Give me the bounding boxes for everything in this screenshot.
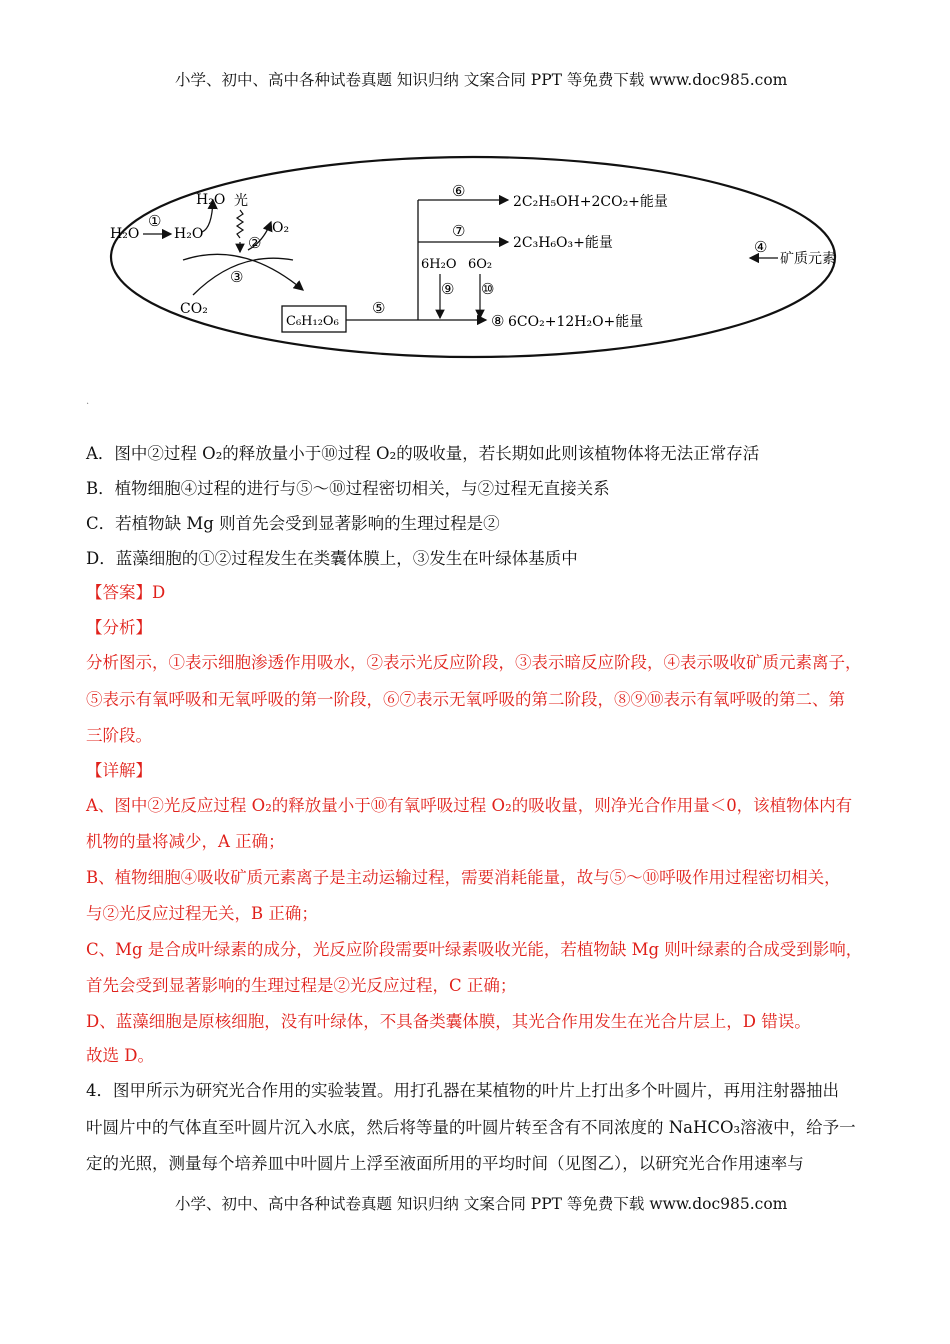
label-7: ⑦ [452, 222, 466, 240]
label-1: ① [148, 212, 162, 230]
question4-line: 定的光照，测量每个培养皿中叶圆片上浮至液面所用的平均时间（见图乙），以研究光合作用速率与 [86, 1154, 804, 1173]
analysis-line: 分析图示，①表示细胞渗透作用吸水，②表示光反应阶段，③表示暗反应阶段，④表示吸收矿质元素离子， [86, 653, 862, 672]
analysis-line: 三阶段。 [86, 726, 152, 745]
water-6: 6H₂O [421, 257, 457, 272]
product-6: 2C₂H₅OH+2CO₂+能量 [513, 194, 668, 210]
detail-label: 【详解】 [86, 761, 152, 780]
oxygen-6: 6O₂ [468, 257, 493, 272]
detail-line: B、植物细胞④吸收矿质元素离子是主动运输过程，需要消耗能量，故与⑤～⑩呼吸作用过程密切相关， [86, 868, 841, 887]
detail-line: 首先会受到显著影响的生理过程是②光反应过程，C 正确； [86, 976, 517, 995]
label-9: ⑨ [441, 280, 455, 298]
label-5: ⑤ [372, 299, 386, 317]
metabolism-diagram [88, 150, 858, 365]
h2o-top: H₂O [196, 192, 226, 208]
h2o-mid: H₂O [174, 226, 204, 242]
detail-line: 机物的量将减少，A 正确； [86, 832, 285, 851]
detail-line: A、图中②光反应过程 O₂的释放量小于⑩有氧呼吸过程 O₂的吸收量，则净光合作用量＜0，该植物体内有 [86, 796, 853, 815]
page-header: 小学、初中、高中各种试卷真题 知识归纳 文案合同 PPT 等免费下载 www.doc985.com [175, 71, 788, 89]
label-2: ② [248, 234, 262, 252]
co2-label: CO₂ [180, 301, 208, 317]
detail-line: 故选 D。 [86, 1046, 154, 1065]
detail-line: C、Mg 是合成叶绿素的成分，光反应阶段需要叶绿素吸收光能，若植物缺 Mg 则叶绿素的合成受到影响， [86, 940, 863, 959]
label-10: ⑩ [481, 280, 495, 298]
option-d: D．蓝藻细胞的①②过程发生在类囊体膜上，③发生在叶绿体基质中 [86, 549, 578, 568]
detail-line: 与②光反应过程无关，B 正确； [86, 904, 318, 923]
analysis-line: ⑤表示有氧呼吸和无氧呼吸的第一阶段，⑥⑦表示无氧呼吸的第二阶段，⑧⑨⑩表示有氧呼吸的第二、第 [86, 690, 845, 709]
option-b: B．植物细胞④过程的进行与⑤～⑩过程密切相关，与②过程无直接关系 [86, 479, 610, 498]
product-8: 6CO₂+12H₂O+能量 [508, 314, 644, 330]
question4-line: 叶圆片中的气体直至叶圆片沉入水底，然后将等量的叶圆片转至含有不同浓度的 NaHCO₃溶液中，给予一 [86, 1118, 856, 1137]
product-7: 2C₃H₆O₃+能量 [513, 235, 613, 251]
detail-line: D、蓝藻细胞是原核细胞，没有叶绿体，不具备类囊体膜，其光合作用发生在光合片层上，D 错误。 [86, 1012, 811, 1031]
analysis-label: 【分析】 [86, 618, 152, 637]
answer [86, 579, 165, 603]
label-8: ⑧ [491, 312, 505, 330]
glucose-label: C₆H₁₂O₆ [286, 314, 339, 329]
option-a: A．图中②过程 O₂的释放量小于⑩过程 O₂的吸收量，若长期如此则该植物体将无法正常存活 [86, 444, 760, 463]
light-label: 光 [234, 193, 248, 209]
page-footer: 小学、初中、高中各种试卷真题 知识归纳 文案合同 PPT 等免费下载 www.doc985.com [175, 1195, 788, 1213]
o2-label: O₂ [272, 220, 290, 236]
answer-value: D [152, 583, 166, 602]
question4-line: 4．图甲所示为研究光合作用的实验装置。用打孔器在某植物的叶片上打出多个叶圆片，再用注射器抽出 [86, 1081, 839, 1100]
h2o-left: H₂O [110, 226, 140, 242]
mineral-label: 矿质元素 [780, 251, 836, 267]
answer-label: 【答案】 [86, 583, 152, 602]
label-6: ⑥ [452, 182, 466, 200]
option-c: C．若植物缺 Mg 则首先会受到显著影响的生理过程是② [86, 514, 500, 533]
label-3: ③ [230, 268, 244, 286]
label-4: ④ [754, 238, 768, 256]
